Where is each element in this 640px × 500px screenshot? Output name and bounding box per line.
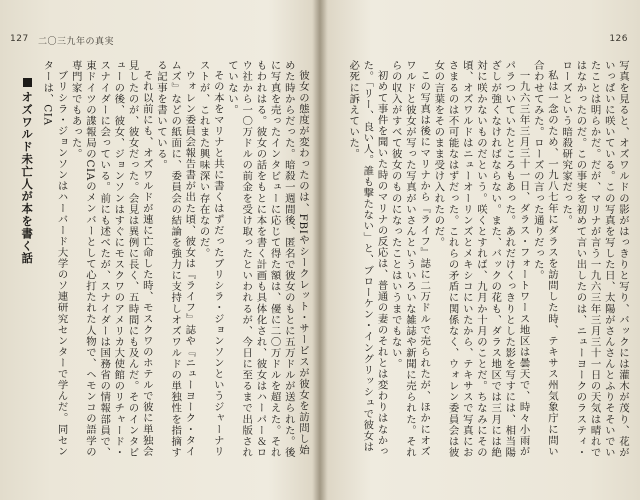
paragraph: ウォレン委員会報告書が出た頃、彼女は『ライフ』誌や『ニューヨーク・タイムズ』などの紙面に、委員会の結論を強力に支持しオズワルドの単独性を指摘する記事を書いている。 (154, 60, 196, 458)
paragraph: 私は一念のため、一九八七年にダラスを訪問した時、テキサス州気象庁に問い合わせてみた。ローズの言った通りだった。 (531, 60, 558, 458)
section-heading (20, 60, 34, 458)
page-number-right: 126 (609, 34, 628, 44)
page-number-left: 127 (10, 34, 29, 44)
running-head: 二〇三九年の真実 (38, 37, 115, 47)
paragraph: それ以前にも、オズワルドが連に亡命した時、モスクワのホテルで彼に単独会見したのが、彼女だった。会見は異例に長く、五時間にも及んだ。そのインタビューの後、彼女、ジョンソンはすぐにモスクワのアメリカ大使館のリチャード・スナイダーに会っている。前にも述べたが、スナイダーは国務省の情報部員で、東ドイツの諜報局のCIAのメンバーとして心打たれた人物で、ヘモンコの語学の専門家でもあった。 (69, 60, 153, 458)
right-page (322, 0, 640, 500)
left-page (0, 0, 318, 500)
paragraph: 写真を見ると、オズワルドの影がはっきりと写り、バックには灌木が茂り、花がいっぱいに咲いている。この写真を写した日、太陽がさんさんとふりそそいでいたことは明らかだ。だが、マリナが言う一九六三年三月三十一日の天気は晴れではなかったのだ。この事実を初めて言い出したのは、ニューヨークのラスティ・ローズという暗殺研究家だった。 (560, 60, 629, 458)
section-heading-text: オズワルド未亡人が本を書く話 (20, 91, 35, 265)
right-page-body (326, 60, 630, 458)
paragraph: その本をマリナと共に書くはずだったブリシラ・ジョンソンというジャーナリストが、これまた興味深い存在なのだ。 (197, 60, 224, 458)
paragraph: ブリシラ・ジョンソンはハーバード大学のソ連研究センターで学んだ。同センターは、CIA (41, 60, 68, 458)
paragraph: 一九六三年三月三十一日、ダラス・フォートワース地区は曇天で、時々小雨がパラついていたところもあった。あれだけくっきりとした影を写すには、相当陽ざしが強くなければならない。また、バックの花も、ダラス地区では三月には絶対に咲かないものだという。咲くとすれば、九月か十月のことだ。ちなみにその頃、オズワルドはニューオーリンズとメキシコにいたから、テキサスで写真におさまるのは不可能なはずだった。これらの矛盾に関係なく、ウォレン委員会は彼女の言葉をそのまま受け入れたのだ。 (432, 60, 530, 458)
paragraph: この写真は後にマリナから『ライフ』誌に二万ドルで売られたが、ほかにオズワルドと彼女が写った写真がいさんといういろいな雑誌や新聞に売られた。それらの収入がすべて彼女のものになったことはいうまでもない。 (389, 60, 431, 458)
left-page-body (10, 60, 310, 458)
paragraph: 初めて事件を聞いた時のマリナの反応は、普通の妻のそれとは変わりはなかった。「リー、良い人。誰も撃たない」と、ブローケン・イングリッシュで彼女は必死に訴えていた。 (347, 60, 388, 458)
paragraph: 彼女の態度が変わったのは、FBIやシークレット・サービスが彼女を訪問し始めた時からだった。暗殺一週間後、匿名で彼女のもとに五万ドルが送られた。後に写真を売ったインタビューに応じて得た額は、優に二〇万ドルを超えた。それもわれはる。彼女の話をもとに本を書く計画も具体化され、彼女はハーパー＆ロウ社から一〇万ドルの前金を受け取ったといわれるが、今日に至るまで出版されていない。 (225, 60, 309, 458)
square-bullet-icon (23, 78, 32, 87)
